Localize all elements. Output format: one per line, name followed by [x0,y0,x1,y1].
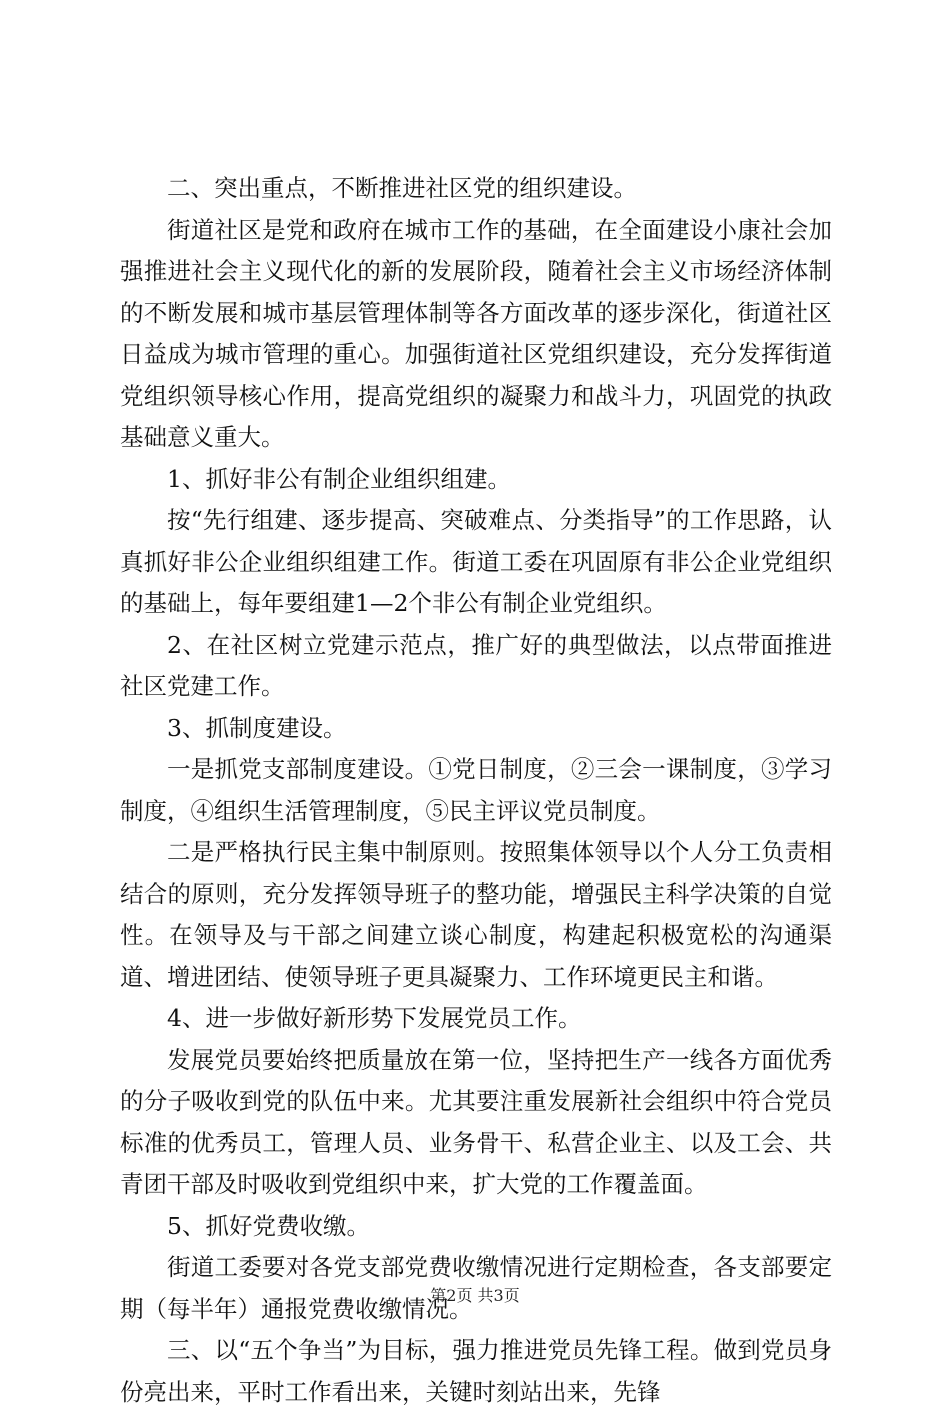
paragraph: 按“先行组建、逐步提高、突破难点、分类指导”的工作思路，认真抓好非公企业组织组建工作。街道工委在巩固原有非公企业党组织的基础上，每年要组建1—2个非公有制企业党组织。 [120,506,832,617]
paragraph: 4、进一步做好新形势下发展党员工作。 [167,1004,582,1032]
paragraph: 发展党员要始终把质量放在第一位，坚持把生产一线各方面优秀的分子吸收到党的队伍中来。尤其要注重发展新社会组织中符合党员标准的优秀员工，管理人员、业务骨干、私营企业主、以及工会、共青团干部及时吸收到党组织中来，扩大党的工作覆盖面。 [120,1045,832,1198]
paragraph: 2、在社区树立党建示范点，推广好的典型做法，以点带面推进社区党建工作。 [120,630,832,700]
paragraph: 二、突出重点，不断推进社区党的组织建设。 [167,174,637,202]
paragraph: 1、抓好非公有制企业组织组建。 [167,464,511,493]
paragraph: 5、抓好党费收缴。 [167,1211,370,1240]
paragraph: 街道社区是党和政府在城市工作的基础，在全面建设小康社会加强推进社会主义现代化的新的发展阶段，随着社会主义市场经济体制的不断发展和城市基层管理体制等各方面改革的逐步深化，街道社区日益成为城市管理的重心。加强街道社区党组织建设，充分发挥街道党组织领导核心作用，提高党组织的凝聚力和战斗力，巩固党的执政基础意义重大。 [120,215,832,451]
paragraph: 一是抓党支部制度建设。①党日制度，②三会一课制度，③学习制度，④组织生活管理制度，⑤民主评议党员制度。 [120,755,832,825]
paragraph: 二是严格执行民主集中制原则。按照集体领导以个人分工负责相结合的原则，充分发挥领导班子的整功能，增强民主科学决策的自觉性。在领导及与干部之间建立谈心制度，构建起积极宽松的沟通渠道、增进团结、使领导班子更具凝聚力、工作环境更民主和谐。 [120,838,832,991]
paragraph: 三、以“五个争当”为目标，强力推进党员先锋工程。做到党员身份亮出来，平时工作看出来，关键时刻站出来，先锋 [120,1336,832,1406]
document-body [120,168,832,1413]
paragraph: 街道工委要对各党支部党费收缴情况进行定期检查，各支部要定期（每半年）通报党费收缴情况。 [120,1253,832,1323]
page-footer: 第2页 共3页 [430,1286,520,1305]
paragraph: 3、抓制度建设。 [167,713,347,742]
